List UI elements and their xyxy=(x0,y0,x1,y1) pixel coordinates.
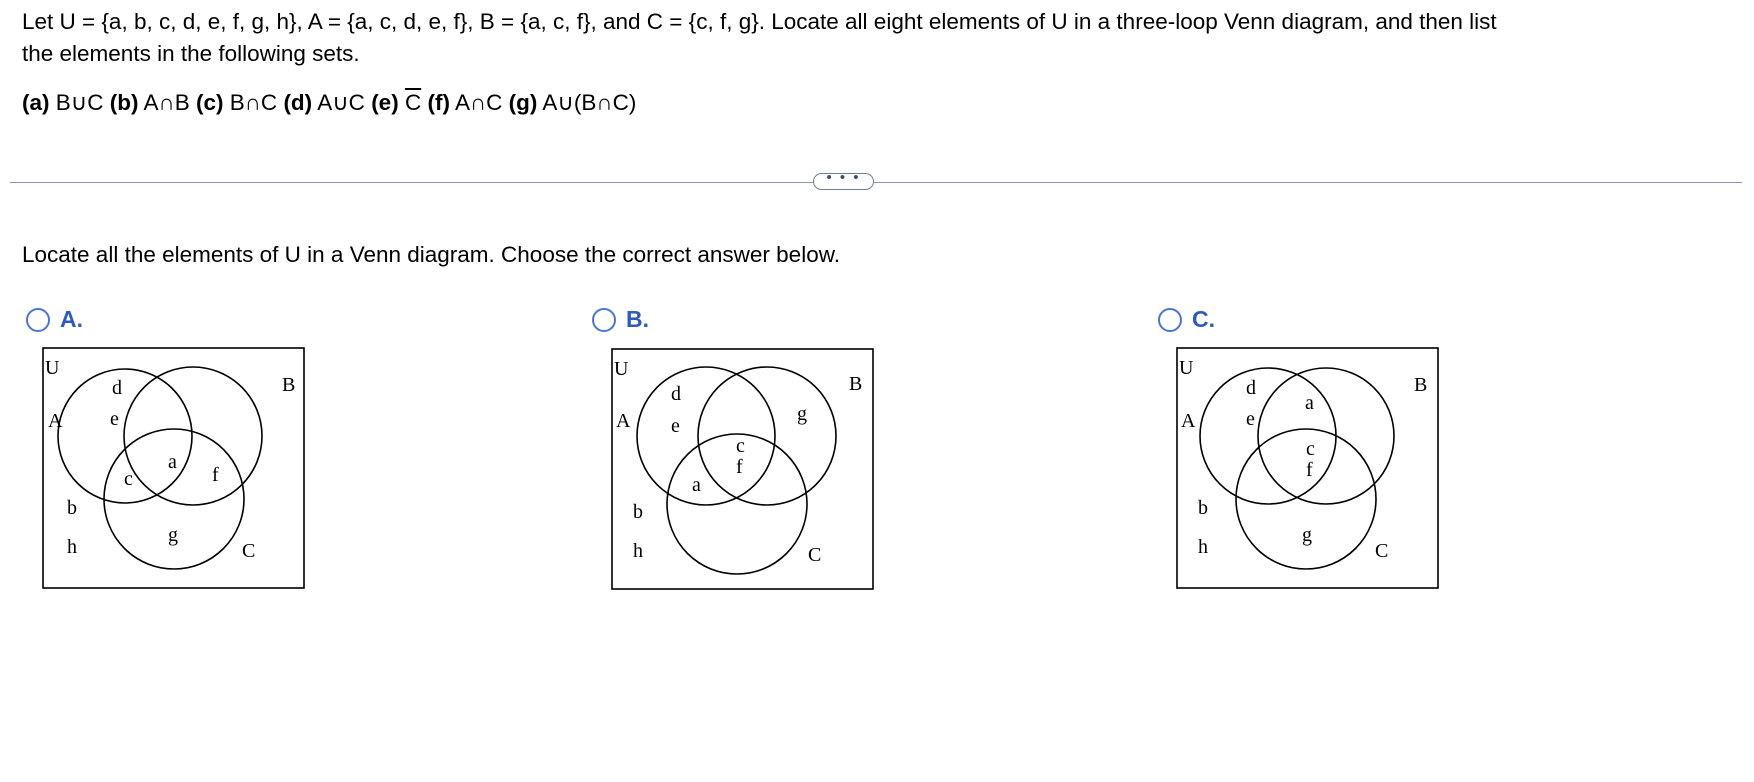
element-a: a xyxy=(1305,392,1314,414)
element-e: e xyxy=(110,408,119,430)
label-B: B xyxy=(282,374,296,396)
element-b: b xyxy=(633,501,643,523)
label-U: U xyxy=(614,358,629,380)
label-B: B xyxy=(849,373,863,395)
part-label-b: (b) xyxy=(109,90,139,115)
venn-diagram-b xyxy=(611,348,875,597)
part-label-g: (g) xyxy=(508,90,538,115)
element-f: f xyxy=(212,464,219,486)
option-a-label: A. xyxy=(60,306,83,332)
label-U: U xyxy=(45,357,60,379)
option-a[interactable] xyxy=(26,306,83,333)
problem-line-1: Let U = {a, b, c, d, e, f, g, h}, A = {a, c, d, e, f}, B = {a, c, f}, and C = {c, f, g}. Locate all eight elements of U in a three-loop Venn diagram, and then list xyxy=(22,9,1497,34)
problem-statement xyxy=(22,6,1737,70)
element-e: e xyxy=(1246,408,1255,430)
option-c-radio[interactable] xyxy=(1158,308,1182,332)
element-g: g xyxy=(168,524,178,546)
part-expr-d: A∪C xyxy=(317,90,365,115)
element-g: g xyxy=(797,403,807,425)
label-A: A xyxy=(616,410,631,432)
instruction-text: Locate all the elements of U in a Venn diagram. Choose the correct answer below. xyxy=(22,242,840,267)
option-a-radio[interactable] xyxy=(26,308,50,332)
expand-more-button[interactable]: • • • xyxy=(813,173,874,190)
label-A: A xyxy=(48,410,63,432)
option-b-radio[interactable] xyxy=(592,308,616,332)
element-d: d xyxy=(112,377,122,399)
part-label-e: (e) xyxy=(371,90,399,115)
element-d: d xyxy=(1246,377,1256,399)
circle-A xyxy=(1200,368,1336,504)
option-c[interactable] xyxy=(1158,306,1215,333)
element-h: h xyxy=(67,536,77,558)
element-c: c xyxy=(124,468,133,490)
element-b: b xyxy=(1198,497,1208,519)
venn-diagram-c xyxy=(1176,347,1440,596)
part-expr-f: A∩C xyxy=(454,90,503,115)
element-e: e xyxy=(671,415,680,437)
label-C: C xyxy=(808,544,822,566)
option-b-label: B. xyxy=(626,306,649,332)
part-expr-a: B∪C xyxy=(55,90,104,115)
part-label-f: (f) xyxy=(427,90,450,115)
set-expressions xyxy=(22,90,636,116)
element-f: f xyxy=(1306,459,1313,481)
element-a: a xyxy=(168,451,177,473)
element-h: h xyxy=(1198,536,1208,558)
label-B: B xyxy=(1414,374,1428,396)
part-label-a: (a) xyxy=(22,90,50,115)
option-c-label: C. xyxy=(1192,306,1215,332)
part-expr-g: A∪(B∩C) xyxy=(542,90,637,115)
element-g: g xyxy=(1302,524,1312,546)
element-f: f xyxy=(736,456,743,478)
label-U: U xyxy=(1179,357,1194,379)
element-d: d xyxy=(671,383,681,405)
element-a: a xyxy=(692,474,701,496)
element-b: b xyxy=(67,497,77,519)
part-expr-e: $\overline{C}$ xyxy=(404,90,422,115)
element-c: c xyxy=(736,435,745,457)
element-h: h xyxy=(633,540,643,562)
venn-diagram-a xyxy=(42,347,306,596)
part-expr-b: A∩B xyxy=(143,90,190,115)
element-c: c xyxy=(1306,438,1315,460)
part-expr-c: B∩C xyxy=(229,90,278,115)
problem-line-2: the elements in the following sets. xyxy=(22,41,360,66)
part-label-d: (d) xyxy=(283,90,313,115)
label-A: A xyxy=(1181,410,1196,432)
section-divider xyxy=(10,182,1742,183)
part-label-c: (c) xyxy=(195,90,224,115)
option-b[interactable] xyxy=(592,306,649,333)
label-C: C xyxy=(242,540,256,562)
label-C: C xyxy=(1375,540,1389,562)
